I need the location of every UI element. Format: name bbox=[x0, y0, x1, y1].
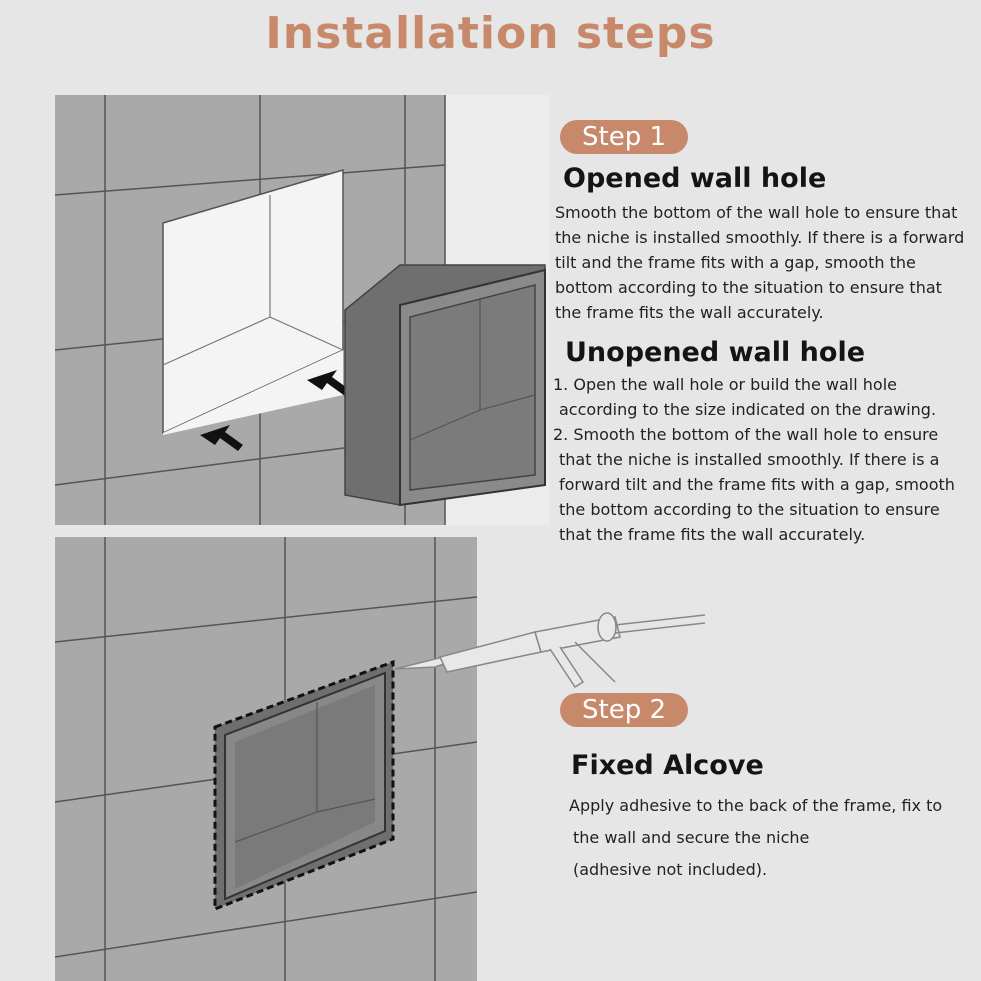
text-line: Smooth the bottom of the wall hole to ensure that bbox=[555, 203, 958, 222]
unopened-wall-hole-heading: Unopened wall hole bbox=[565, 337, 866, 368]
opened-wall-hole-heading: Opened wall hole bbox=[563, 163, 827, 194]
opened-wall-hole-text bbox=[555, 200, 964, 325]
step-1-badge: Step 1 bbox=[560, 120, 688, 154]
text-line: tilt and the frame fits with a gap, smooth the bbox=[555, 253, 916, 272]
unopened-wall-hole-text bbox=[553, 372, 955, 547]
text-line: (adhesive not included). bbox=[573, 860, 768, 879]
text-line: that the niche is installed smoothly. If there is a bbox=[559, 450, 940, 469]
text-line: the bottom according to the situation to ensure bbox=[559, 500, 940, 519]
fixed-alcove-text bbox=[569, 790, 942, 886]
wall-hole-illustration bbox=[55, 95, 550, 525]
text-line: 1. Open the wall hole or build the wall hole bbox=[553, 375, 897, 394]
text-line: that the frame fits the wall accurately. bbox=[559, 525, 866, 544]
text-line: 2. Smooth the bottom of the wall hole to ensure bbox=[553, 425, 939, 444]
text-line: the niche is installed smoothly. If there is a forward bbox=[555, 228, 965, 247]
page-title: Installation steps bbox=[265, 8, 716, 59]
fixed-alcove-heading: Fixed Alcove bbox=[571, 750, 764, 781]
text-line: forward tilt and the frame fits with a gap, smooth bbox=[559, 475, 955, 494]
text-line: Apply adhesive to the back of the frame, fix to bbox=[569, 796, 943, 815]
text-line: the frame fits the wall accurately. bbox=[555, 303, 824, 322]
text-line: according to the size indicated on the drawing. bbox=[559, 400, 937, 419]
text-line: the wall and secure the niche bbox=[573, 828, 810, 847]
text-line: bottom according to the situation to ensure that bbox=[555, 278, 942, 297]
step-2-badge: Step 2 bbox=[560, 693, 688, 727]
